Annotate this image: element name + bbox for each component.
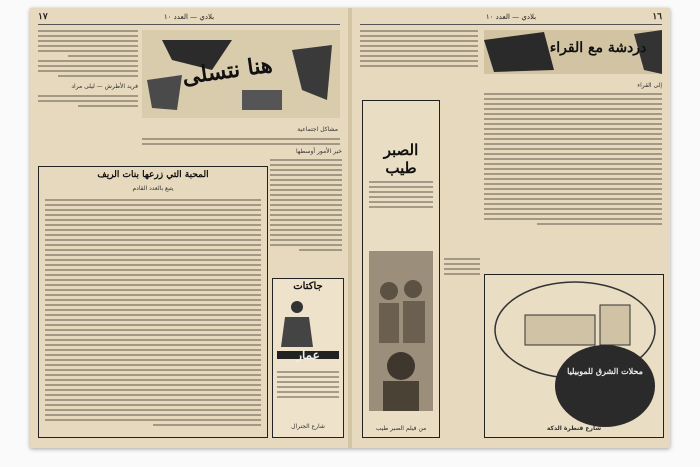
left-page-number: ١٧ (38, 12, 48, 22)
readers-column (484, 82, 662, 225)
film-credits (369, 181, 433, 208)
boxed-story-subtitle: يتبع بالعدد القادم (132, 185, 174, 192)
left-ad-shop: عمار (277, 351, 339, 359)
ad-figure-illustration (277, 299, 317, 347)
left-column-text (38, 30, 138, 107)
left-right-column (270, 148, 342, 251)
furniture-ad (484, 274, 664, 438)
furniture-ad-address: شارع قنطرة الدكة (546, 425, 602, 432)
film-photo-illustration (369, 251, 433, 411)
left-banner-title: هنا نتسلى (180, 51, 274, 91)
right-header-title: بلادي — العدد ١٠ (485, 13, 537, 21)
left-ad-box (272, 278, 344, 438)
left-banner (142, 30, 340, 118)
film-title: الصبر طيب (383, 141, 419, 177)
left-page-header (38, 12, 340, 25)
readers-heading: إلى القراء (637, 82, 662, 89)
right-middle-text (444, 258, 480, 275)
right-page-header (360, 12, 662, 25)
right-banner-title: دردشة مع القراء (549, 40, 647, 56)
furniture-ad-emblem (555, 345, 655, 427)
left-ad-text (277, 371, 339, 398)
boxed-story-text (45, 199, 261, 426)
left-intro-text (142, 138, 340, 145)
left-column-heading: فريد الأطرش — ليلى مراد (71, 83, 138, 90)
film-box (362, 100, 440, 438)
right-top-text (360, 30, 478, 67)
left-ad-heading: جاكتات (293, 281, 323, 292)
boxed-story-title: المحبة التي زرعها بنات الريف (97, 170, 209, 180)
film-caption: من فيلم الصبر طيب (375, 425, 427, 432)
left-right-column-headline: خير الأمور أوسطها (295, 148, 342, 155)
film-photo (369, 251, 433, 411)
newspaper-spread (30, 8, 670, 448)
right-banner (484, 30, 662, 74)
left-ad-note: شارع الجنرال (291, 423, 325, 430)
right-page-number: ١٦ (652, 12, 662, 22)
furniture-ad-company: محلات الشرق للموبيليا (567, 366, 643, 376)
left-letter-title: مشاكل اجتماعية (297, 126, 338, 133)
right-page (352, 8, 670, 448)
left-page (30, 8, 348, 448)
left-boxed-story (38, 166, 268, 438)
left-header-title: بلادي — العدد ١٠ (163, 13, 215, 21)
